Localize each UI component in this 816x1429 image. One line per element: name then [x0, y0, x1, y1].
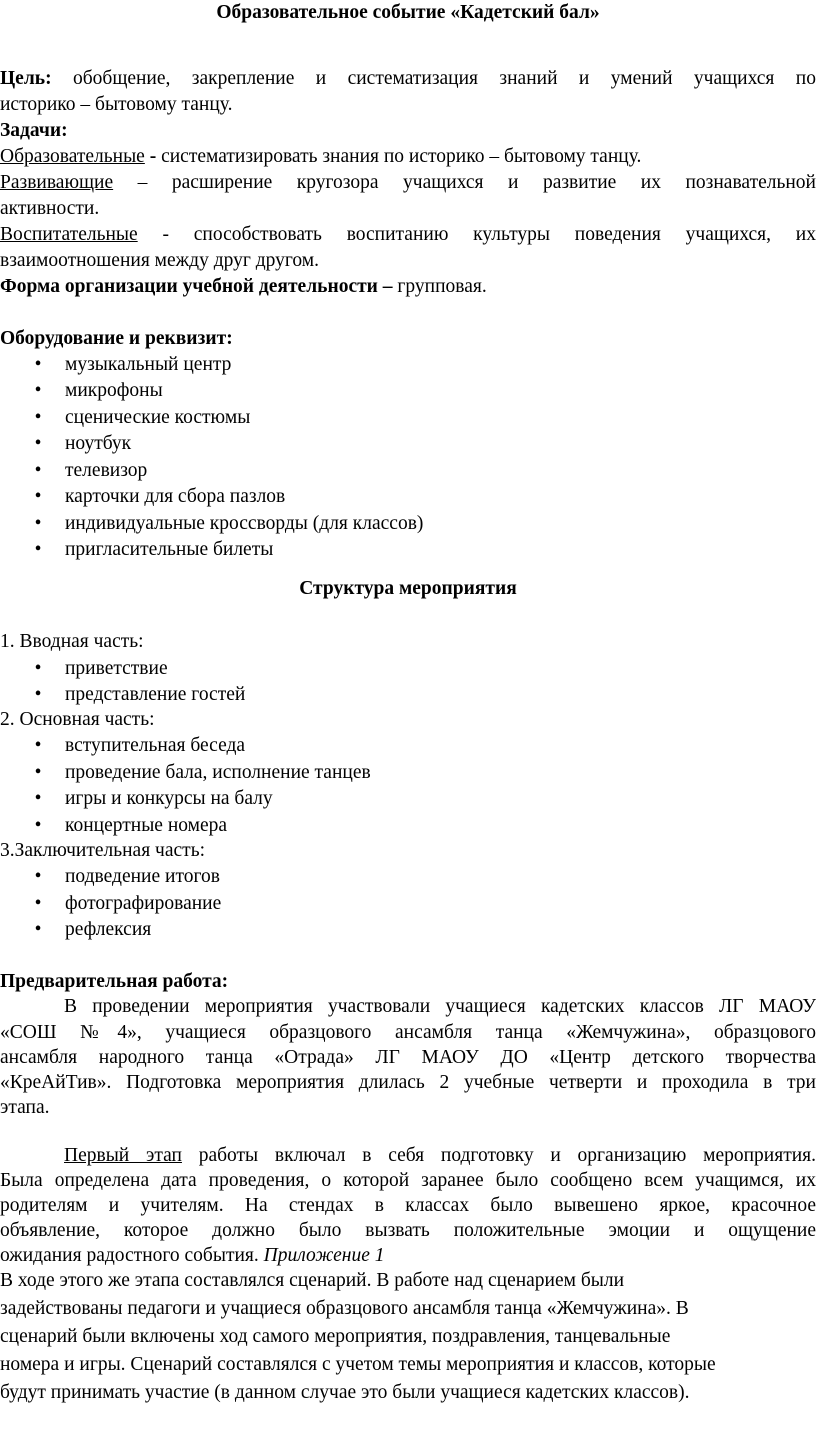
prelim-p1-line: В проведении мероприятия участвовали учащиеся кадетских классов ЛГ МАОУ [64, 996, 816, 1017]
bullet-icon: • [34, 866, 42, 887]
prelim-p2-line: Первый этап работы включал в себя подготовку и организацию мероприятия. [64, 1145, 816, 1166]
prelim-p3-line: задействованы педагоги и учащиеся образцового ансамбля танца «Жемчужина». В [0, 1298, 689, 1319]
task-educational-dash: - [144, 146, 157, 167]
bullet-icon: • [34, 684, 42, 705]
task-developing-text-1: – расширение кругозора учащихся и развитие их познавательной [113, 172, 816, 193]
task-developing-term: Развивающие [0, 172, 114, 193]
bullet-icon: • [34, 354, 42, 375]
goal-line-1 [0, 68, 816, 90]
part2-label: 2. Основная часть: [0, 709, 155, 730]
bullet-icon: • [34, 380, 42, 401]
task-developing-line-2: активности. [0, 198, 100, 219]
goal-label: Цель: [0, 68, 52, 89]
prelim-p3-line: номера и игры. Сценарий составлялся с учетом темы мероприятия и классов, которые [0, 1354, 716, 1375]
bullet-icon: • [34, 513, 42, 534]
prelim-p3-line: сценарий были включены ход самого мероприятия, поздравления, танцевальные [0, 1326, 671, 1347]
bullet-icon: • [34, 919, 42, 940]
prelim-p1-line: «СОШ №4», учащиеся образцового ансамбля танца «Жемчужина», образцового [0, 1022, 816, 1043]
part3-label: 3.Заключительная часть: [0, 840, 206, 861]
appendix-reference: Приложение 1 [263, 1245, 385, 1266]
first-stage-term: Первый этап [64, 1145, 182, 1166]
task-upbringing-term: Воспитательные [0, 224, 138, 245]
prelim-p2-line: родителям и учителям. На стендах в классах было вывешено яркое, красочное [0, 1195, 816, 1216]
bullet-icon: • [34, 460, 42, 481]
organization-form-label: Форма организации учебной деятельности – [0, 276, 393, 297]
prelim-p1-line: «КреАйТив». Подготовка мероприятия длилась 2 учебные четверти и проходила в три [0, 1072, 816, 1093]
part1-label: 1. Вводная часть: [0, 631, 144, 652]
prelim-p2-line: Была определена дата проведения, о которой заранее было сообщено всем учащимся, их [0, 1170, 816, 1191]
task-upbringing-line-1 [0, 224, 816, 246]
organization-form-value: групповая. [392, 276, 487, 297]
bullet-icon: • [34, 893, 42, 914]
task-educational [0, 146, 816, 168]
bullet-icon: • [34, 788, 42, 809]
task-educational-term: Образовательные [0, 146, 145, 167]
goal-text-1: обобщение, закрепление и систематизация знаний и умений учащихся по [51, 68, 816, 89]
bullet-icon: • [34, 735, 42, 756]
structure-title: Структура мероприятия [299, 578, 517, 599]
prelim-p3-line: В ходе этого же этапа составлялся сценарий. В работе над сценарием были [0, 1270, 625, 1291]
bullet-icon: • [34, 407, 42, 428]
prelim-p1-line: этапа. [0, 1097, 50, 1118]
bullet-icon: • [34, 539, 42, 560]
bullet-icon: • [34, 486, 42, 507]
task-developing-line-1 [0, 172, 816, 194]
task-upbringing-line-2: взаимоотношения между друг другом. [0, 250, 319, 271]
equipment-label: Оборудование и реквизит: [0, 328, 233, 349]
task-upbringing-text-1: - способствовать воспитанию культуры поведения учащихся, их [137, 224, 816, 245]
task-educational-text: систематизировать знания по историко – бытовому танцу. [156, 146, 642, 167]
bullet-icon: • [34, 762, 42, 783]
bullet-icon: • [34, 815, 42, 836]
prelim-p2-line: ожидания радостного события. Приложение 1 [0, 1245, 385, 1266]
prelim-label: Предварительная работа: [0, 971, 229, 992]
prelim-p1-line: ансамбля народного танца «Отрада» ЛГ МАОУ ДО «Центр детского творчества [0, 1047, 816, 1068]
bullet-icon: • [34, 433, 42, 454]
document-title: Образовательное событие «Кадетский бал» [216, 2, 600, 23]
organization-form [0, 276, 816, 298]
prelim-p2-line: объявление, которое должно было вызвать положительные эмоции и ощущение [0, 1220, 816, 1241]
bullet-icon: • [34, 658, 42, 679]
goal-line-2: историко – бытовому танцу. [0, 94, 233, 115]
prelim-p3-line: будут принимать участие (в данном случае это были учащиеся кадетских классов). [0, 1382, 690, 1403]
tasks-label: Задачи: [0, 120, 68, 141]
